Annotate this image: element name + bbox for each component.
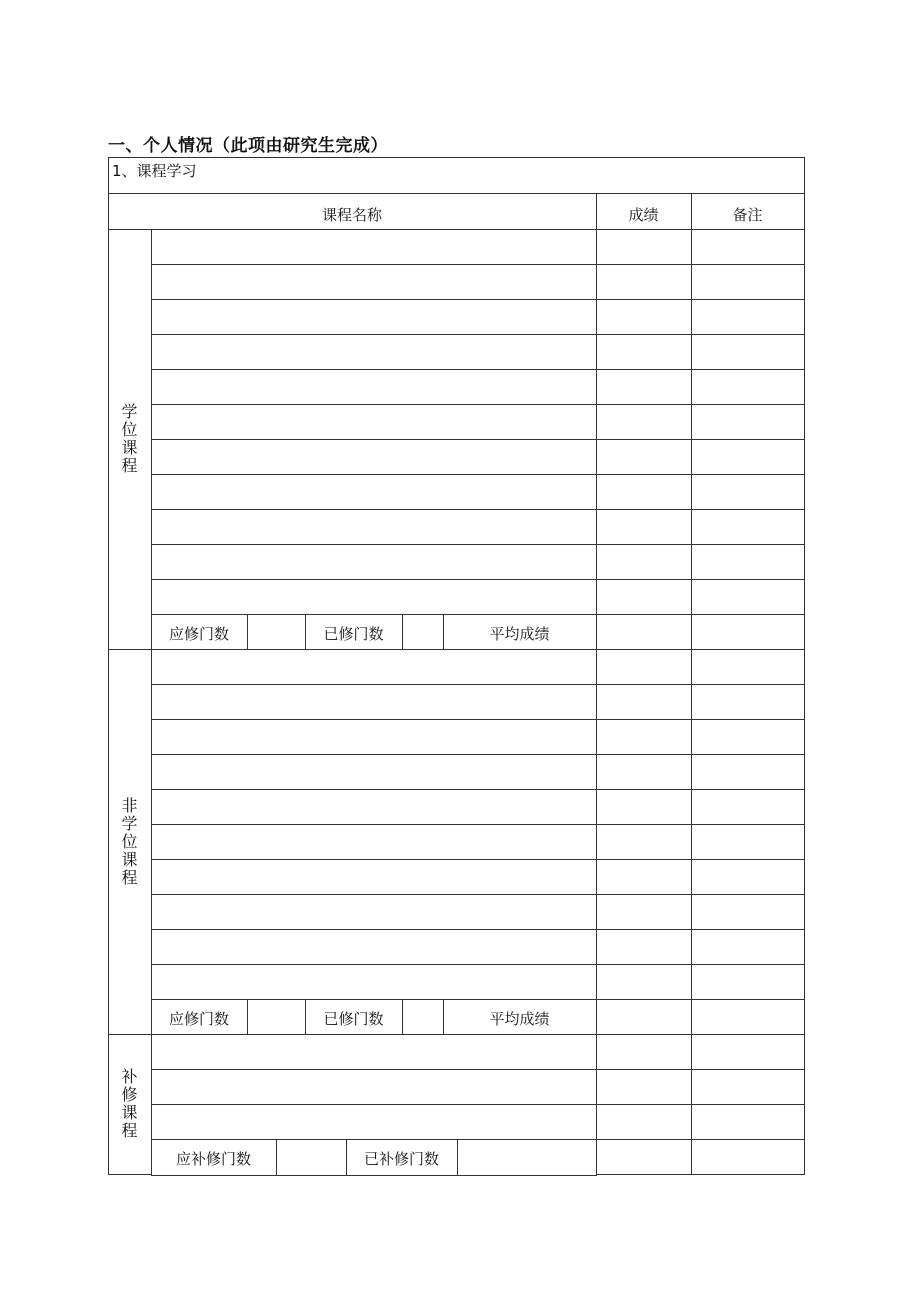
non-degree-score-cell[interactable] [596,754,692,790]
degree-score-cell[interactable] [596,439,692,475]
non-degree-course-name-cell[interactable] [151,824,597,860]
degree-remark-cell[interactable] [691,474,805,510]
degree-course-name-cell[interactable] [151,544,597,580]
degree-course-name-cell[interactable] [151,439,597,475]
degree-remark-cell[interactable] [691,579,805,615]
degree-completed-count-label: 已修门数 [323,625,384,643]
degree-course-name-cell[interactable] [151,334,597,370]
non-degree-remark-cell[interactable] [691,859,805,895]
degree-completed-count-value-cell[interactable] [402,614,444,650]
course-study-table [108,157,804,1178]
non-degree-score-cell[interactable] [596,964,692,1000]
degree-required-count-label: 应修门数 [168,625,229,643]
supplementary-score-cell[interactable] [596,1034,692,1070]
degree-score-cell[interactable] [596,369,692,405]
supplementary-completed-count-value-cell[interactable] [457,1139,597,1176]
supplementary-course-name-cell[interactable] [151,1069,597,1105]
non-degree-course-name-cell[interactable] [151,929,597,965]
degree-course-name-cell[interactable] [151,229,597,265]
supplementary-required-count-label: 应补修门数 [175,1150,251,1168]
non-degree-remark-cell[interactable] [691,754,805,790]
degree-course-name-cell[interactable] [151,264,597,300]
non-degree-score-cell[interactable] [596,649,692,685]
non-degree-score-cell[interactable] [596,789,692,825]
non-degree-required-count-value-cell[interactable] [247,999,306,1035]
non-degree-course-name-cell[interactable] [151,649,597,685]
non-degree-category-label: 非 学 位 课 程 [121,795,138,887]
degree-score-cell[interactable] [596,229,692,265]
header-course-name-label: 课程名称 [321,206,382,224]
degree-course-name-cell[interactable] [151,369,597,405]
degree-score-cell[interactable] [596,299,692,335]
non-degree-course-name-cell[interactable] [151,754,597,790]
degree-score-cell[interactable] [596,404,692,440]
non-degree-score-cell[interactable] [596,894,692,930]
supplementary-remark-cell[interactable] [691,1104,805,1140]
degree-remark-cell[interactable] [691,369,805,405]
non-degree-summary-remark-cell[interactable] [691,999,805,1035]
supplementary-score-cell[interactable] [596,1069,692,1105]
degree-score-cell[interactable] [596,334,692,370]
degree-category-label: 学 位 课 程 [121,402,138,475]
non-degree-course-name-cell[interactable] [151,719,597,755]
subsection-title: 1、课程学习 [112,162,197,180]
non-degree-average-score-label: 平均成绩 [489,1010,550,1028]
degree-remark-cell[interactable] [691,334,805,370]
non-degree-remark-cell[interactable] [691,684,805,720]
supplementary-course-name-cell[interactable] [151,1034,597,1070]
non-degree-course-name-cell[interactable] [151,789,597,825]
degree-score-cell[interactable] [596,544,692,580]
degree-course-name-cell[interactable] [151,474,597,510]
degree-remark-cell[interactable] [691,299,805,335]
non-degree-score-cell[interactable] [596,824,692,860]
degree-average-score-label: 平均成绩 [489,625,550,643]
non-degree-score-cell[interactable] [596,719,692,755]
degree-remark-cell[interactable] [691,264,805,300]
non-degree-required-count-label: 应修门数 [168,1010,229,1028]
supplementary-remark-cell[interactable] [691,1034,805,1070]
non-degree-remark-cell[interactable] [691,824,805,860]
non-degree-score-cell[interactable] [596,859,692,895]
supplementary-score-cell[interactable] [596,1104,692,1140]
non-degree-remark-cell[interactable] [691,649,805,685]
degree-summary-remark-cell[interactable] [691,614,805,650]
degree-score-cell[interactable] [596,264,692,300]
non-degree-remark-cell[interactable] [691,894,805,930]
degree-course-name-cell[interactable] [151,509,597,545]
degree-score-cell[interactable] [596,509,692,545]
supplementary-summary-score-cell[interactable] [596,1139,692,1175]
non-degree-score-cell[interactable] [596,684,692,720]
subsection-row [108,157,805,194]
section-title: 一、个人情况（此项由研究生完成） [108,136,388,156]
non-degree-score-cell[interactable] [596,929,692,965]
degree-required-count-value-cell[interactable] [247,614,306,650]
non-degree-completed-count-value-cell[interactable] [402,999,444,1035]
header-score-label: 成绩 [628,206,659,224]
degree-score-cell[interactable] [596,579,692,615]
degree-score-cell[interactable] [596,474,692,510]
non-degree-course-name-cell[interactable] [151,859,597,895]
degree-remark-cell[interactable] [691,404,805,440]
non-degree-course-name-cell[interactable] [151,964,597,1000]
non-degree-remark-cell[interactable] [691,719,805,755]
degree-course-name-cell[interactable] [151,579,597,615]
supplementary-course-name-cell[interactable] [151,1104,597,1140]
degree-remark-cell[interactable] [691,509,805,545]
non-degree-summary-score-cell[interactable] [596,999,692,1035]
supplementary-summary-remark-cell[interactable] [691,1139,805,1175]
non-degree-course-name-cell[interactable] [151,684,597,720]
degree-summary-score-cell[interactable] [596,614,692,650]
non-degree-remark-cell[interactable] [691,929,805,965]
non-degree-remark-cell[interactable] [691,789,805,825]
supplementary-completed-count-label: 已补修门数 [363,1150,439,1168]
supplementary-remark-cell[interactable] [691,1069,805,1105]
supplementary-category-label: 补 修 课 程 [121,1067,138,1140]
degree-remark-cell[interactable] [691,544,805,580]
degree-remark-cell[interactable] [691,229,805,265]
degree-course-name-cell[interactable] [151,299,597,335]
non-degree-completed-count-label: 已修门数 [323,1010,384,1028]
header-remark-label: 备注 [732,206,763,224]
non-degree-remark-cell[interactable] [691,964,805,1000]
degree-remark-cell[interactable] [691,439,805,475]
degree-course-name-cell[interactable] [151,404,597,440]
supplementary-required-count-value-cell[interactable] [276,1139,347,1176]
non-degree-course-name-cell[interactable] [151,894,597,930]
